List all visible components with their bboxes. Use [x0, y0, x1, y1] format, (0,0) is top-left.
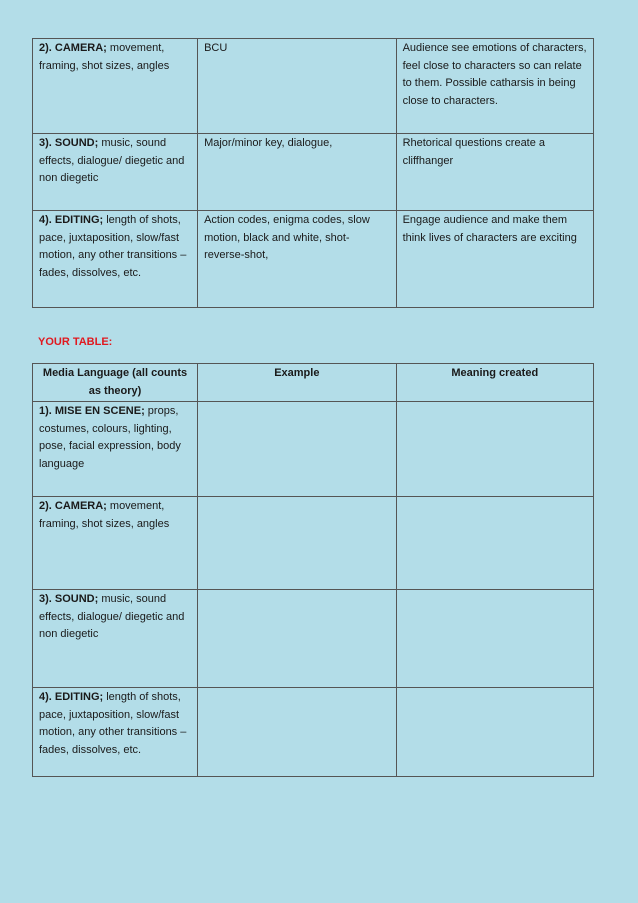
term-description: music, sound effects, dialogue/ diegetic and non diegetic	[39, 137, 185, 184]
term-description: length of shots, pace, juxtaposition, slow/fast motion, any other transitions – fades, dissolves, etc.	[39, 214, 187, 279]
table-row	[33, 211, 594, 308]
media-language-cell	[33, 39, 198, 134]
media-language-cell	[33, 688, 198, 777]
example-input-cell[interactable]	[198, 688, 397, 777]
table-row	[33, 497, 594, 590]
media-language-cell	[33, 211, 198, 308]
term-description: movement, framing, shot sizes, angles	[39, 42, 170, 72]
table-row	[33, 402, 594, 497]
table-row	[33, 39, 594, 134]
example-input-cell[interactable]	[198, 497, 397, 590]
term-label: 1). MISE EN SCENE;	[39, 405, 145, 417]
table-row	[33, 134, 594, 211]
meaning-input-cell[interactable]	[396, 590, 593, 688]
example-input-cell[interactable]	[198, 590, 397, 688]
header-meaning-created: Meaning created	[396, 364, 593, 402]
table-row	[33, 590, 594, 688]
example-table	[32, 38, 594, 308]
media-language-cell	[33, 402, 198, 497]
term-description: music, sound effects, dialogue/ diegetic and non diegetic	[39, 593, 185, 640]
meaning-cell: Audience see emotions of characters, feel close to characters so can relate to them. Possible catharsis in being close to characters.	[396, 39, 593, 134]
term-description: length of shots, pace, juxtaposition, slow/fast motion, any other transitions – fades, dissolves, etc.	[39, 691, 187, 756]
example-cell: Major/minor key, dialogue,	[198, 134, 397, 211]
header-media-language: Media Language (all counts as theory)	[33, 364, 198, 402]
term-label: 2). CAMERA;	[39, 42, 107, 54]
media-language-cell	[33, 134, 198, 211]
meaning-input-cell[interactable]	[396, 688, 593, 777]
example-cell: BCU	[198, 39, 397, 134]
meaning-cell: Rhetorical questions create a cliffhanger	[396, 134, 593, 211]
media-language-cell	[33, 590, 198, 688]
table-header-row	[33, 364, 594, 402]
term-label: 3). SOUND;	[39, 593, 99, 605]
meaning-input-cell[interactable]	[396, 402, 593, 497]
media-language-cell	[33, 497, 198, 590]
header-example: Example	[198, 364, 397, 402]
term-description: movement, framing, shot sizes, angles	[39, 500, 170, 530]
meaning-input-cell[interactable]	[396, 497, 593, 590]
example-input-cell[interactable]	[198, 402, 397, 497]
term-label: 4). EDITING;	[39, 691, 104, 703]
term-label: 3). SOUND;	[39, 137, 99, 149]
your-table	[32, 363, 594, 777]
term-label: 4). EDITING;	[39, 214, 104, 226]
table-row	[33, 688, 594, 777]
example-cell: Action codes, enigma codes, slow motion, black and white, shot-reverse-shot,	[198, 211, 397, 308]
your-table-heading: YOUR TABLE:	[38, 336, 113, 348]
term-label: 2). CAMERA;	[39, 500, 107, 512]
term-description: props, costumes, colours, lighting, pose, facial expression, body language	[39, 405, 181, 470]
meaning-cell: Engage audience and make them think lives of characters are exciting	[396, 211, 593, 308]
